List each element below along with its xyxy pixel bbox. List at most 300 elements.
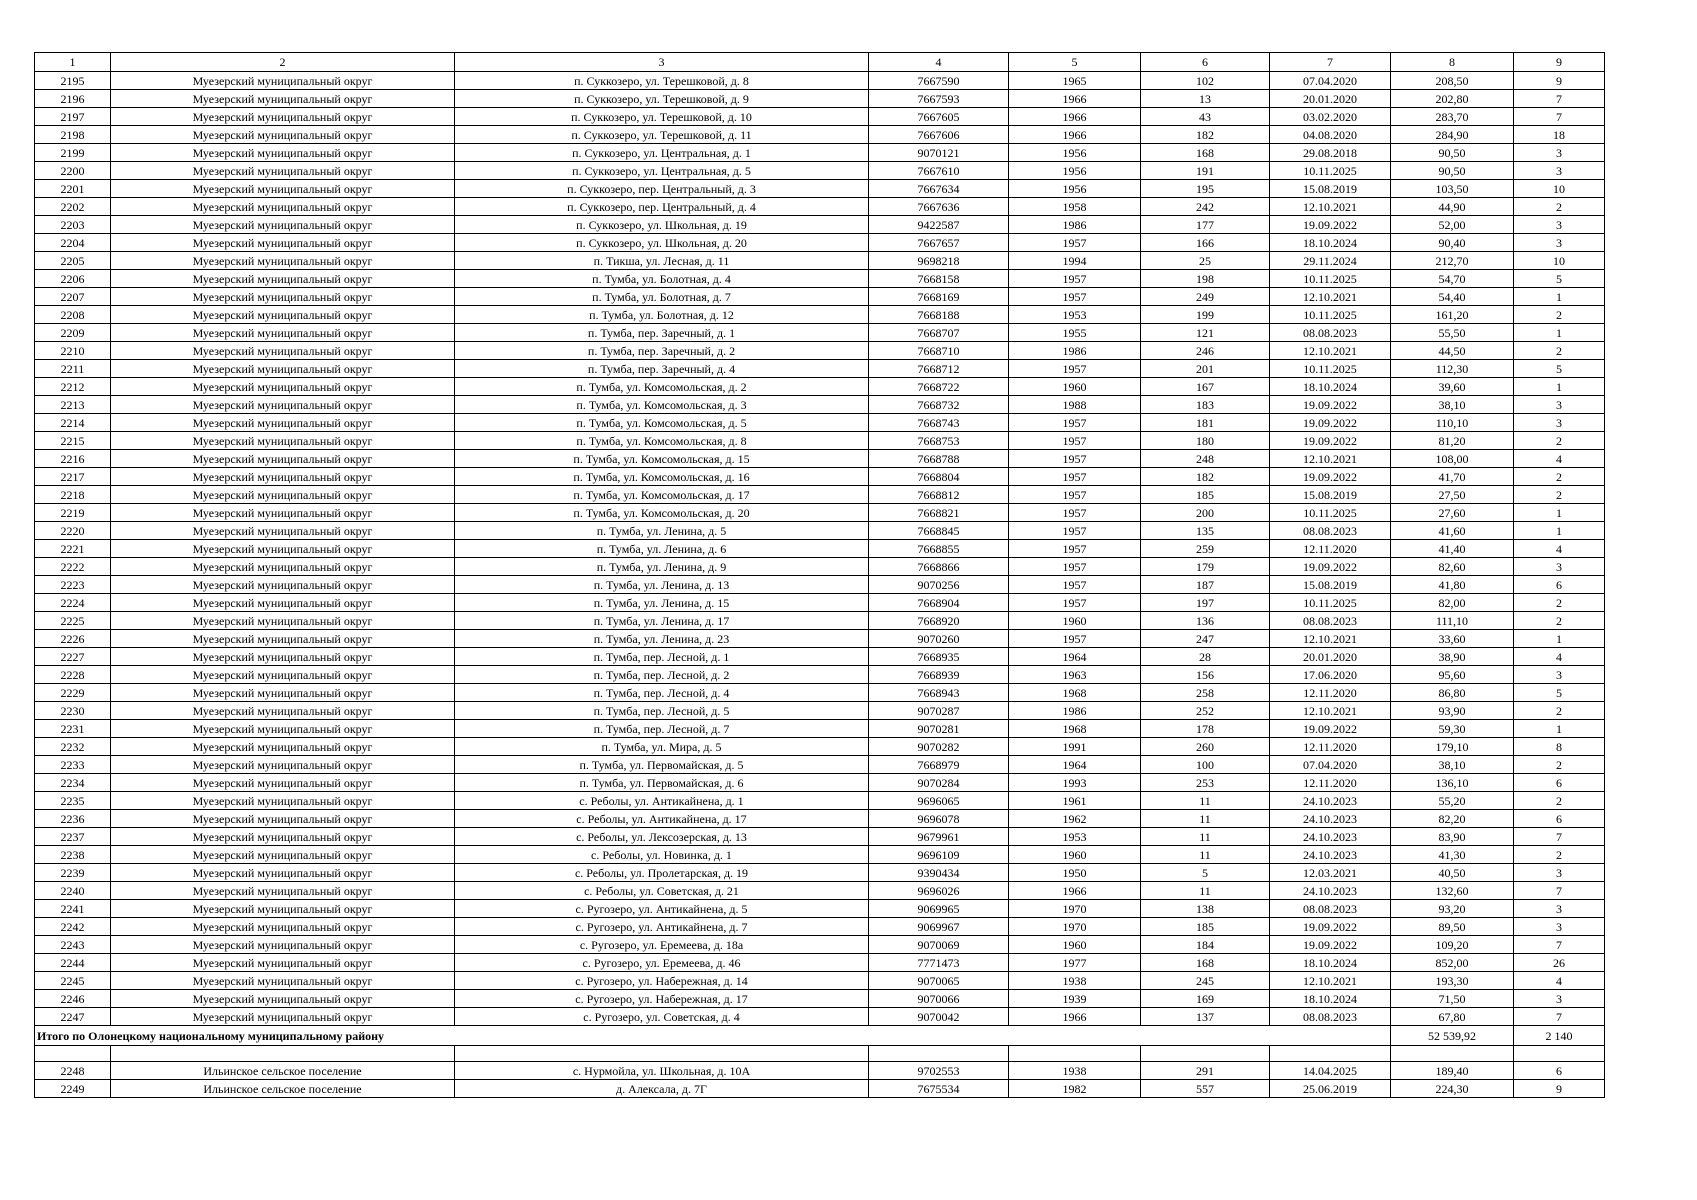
area-cell: 86,80 [1391, 684, 1514, 702]
object-id-cell: 9070121 [869, 144, 1009, 162]
quantity-cell: 2 [1514, 594, 1605, 612]
row-number-cell: 2221 [35, 540, 111, 558]
date-cell: 29.11.2024 [1270, 252, 1391, 270]
address-cell: п. Тумба, пер. Лесной, д. 1 [455, 648, 869, 666]
row-number-cell: 2227 [35, 648, 111, 666]
row-number-cell: 2249 [35, 1080, 111, 1098]
object-id-cell: 9698218 [869, 252, 1009, 270]
row-number-cell: 2239 [35, 864, 111, 882]
address-cell: п. Суккозеро, ул. Центральная, д. 1 [455, 144, 869, 162]
row-number-cell: 2222 [35, 558, 111, 576]
address-cell: п. Тумба, ул. Комсомольская, д. 17 [455, 486, 869, 504]
object-id-cell: 7668804 [869, 468, 1009, 486]
area-cell: 41,70 [1391, 468, 1514, 486]
date-cell: 24.10.2023 [1270, 792, 1391, 810]
quantity-cell: 2 [1514, 486, 1605, 504]
municipality-cell: Муезерский муниципальный округ [111, 288, 455, 306]
table-row [35, 432, 1605, 450]
object-id-cell: 9696109 [869, 846, 1009, 864]
count-cell: 187 [1141, 576, 1270, 594]
table-row [35, 972, 1605, 990]
area-cell: 41,30 [1391, 846, 1514, 864]
quantity-cell: 4 [1514, 540, 1605, 558]
empty-cell [869, 1046, 1009, 1062]
count-cell: 557 [1141, 1080, 1270, 1098]
municipality-cell: Муезерский муниципальный округ [111, 738, 455, 756]
object-id-cell: 9390434 [869, 864, 1009, 882]
register-table [34, 52, 1605, 1098]
count-cell: 178 [1141, 720, 1270, 738]
quantity-cell: 5 [1514, 360, 1605, 378]
area-cell: 283,70 [1391, 108, 1514, 126]
table-row [35, 360, 1605, 378]
row-number-cell: 2226 [35, 630, 111, 648]
municipality-cell: Муезерский муниципальный округ [111, 684, 455, 702]
column-number: 2 [111, 53, 455, 72]
municipality-cell: Муезерский муниципальный округ [111, 756, 455, 774]
area-cell: 90,50 [1391, 144, 1514, 162]
quantity-cell: 3 [1514, 990, 1605, 1008]
quantity-cell: 3 [1514, 864, 1605, 882]
year-built-cell: 1957 [1009, 594, 1141, 612]
row-number-cell: 2229 [35, 684, 111, 702]
object-id-cell: 7668710 [869, 342, 1009, 360]
area-cell: 41,60 [1391, 522, 1514, 540]
table-row [35, 792, 1605, 810]
area-cell: 103,50 [1391, 180, 1514, 198]
area-cell: 112,30 [1391, 360, 1514, 378]
year-built-cell: 1957 [1009, 540, 1141, 558]
quantity-cell: 8 [1514, 738, 1605, 756]
date-cell: 18.10.2024 [1270, 990, 1391, 1008]
count-cell: 248 [1141, 450, 1270, 468]
quantity-cell: 7 [1514, 1008, 1605, 1026]
address-cell: п. Тумба, ул. Комсомольская, д. 8 [455, 432, 869, 450]
row-number-cell: 2197 [35, 108, 111, 126]
area-cell: 108,00 [1391, 450, 1514, 468]
table-row [35, 936, 1605, 954]
quantity-cell: 2 [1514, 342, 1605, 360]
quantity-cell: 1 [1514, 522, 1605, 540]
object-id-cell: 9702553 [869, 1062, 1009, 1080]
table-row [35, 918, 1605, 936]
count-cell: 121 [1141, 324, 1270, 342]
date-cell: 12.10.2021 [1270, 972, 1391, 990]
quantity-cell: 10 [1514, 180, 1605, 198]
date-cell: 20.01.2020 [1270, 648, 1391, 666]
municipality-cell: Муезерский муниципальный округ [111, 936, 455, 954]
year-built-cell: 1957 [1009, 360, 1141, 378]
area-cell: 93,90 [1391, 702, 1514, 720]
object-id-cell: 7667605 [869, 108, 1009, 126]
row-number-cell: 2202 [35, 198, 111, 216]
address-cell: п. Тумба, ул. Ленина, д. 15 [455, 594, 869, 612]
count-cell: 13 [1141, 90, 1270, 108]
address-cell: с. Ругозеро, ул. Советская, д. 4 [455, 1008, 869, 1026]
date-cell: 18.10.2024 [1270, 954, 1391, 972]
address-cell: с. Реболы, ул. Антикайнена, д. 17 [455, 810, 869, 828]
count-cell: 247 [1141, 630, 1270, 648]
area-cell: 54,40 [1391, 288, 1514, 306]
quantity-cell: 1 [1514, 630, 1605, 648]
object-id-cell: 7668732 [869, 396, 1009, 414]
quantity-cell: 5 [1514, 684, 1605, 702]
municipality-cell: Муезерский муниципальный округ [111, 990, 455, 1008]
count-cell: 185 [1141, 918, 1270, 936]
table-row [35, 306, 1605, 324]
object-id-cell: 7668920 [869, 612, 1009, 630]
address-cell: п. Тумба, пер. Заречный, д. 4 [455, 360, 869, 378]
year-built-cell: 1966 [1009, 126, 1141, 144]
table-row [35, 648, 1605, 666]
row-number-cell: 2243 [35, 936, 111, 954]
year-built-cell: 1965 [1009, 72, 1141, 90]
area-cell: 55,50 [1391, 324, 1514, 342]
municipality-cell: Муезерский муниципальный округ [111, 234, 455, 252]
address-cell: п. Тумба, ул. Ленина, д. 6 [455, 540, 869, 558]
area-cell: 110,10 [1391, 414, 1514, 432]
year-built-cell: 1966 [1009, 882, 1141, 900]
empty-cell [455, 1046, 869, 1062]
area-cell: 41,40 [1391, 540, 1514, 558]
object-id-cell: 7668943 [869, 684, 1009, 702]
date-cell: 17.06.2020 [1270, 666, 1391, 684]
quantity-cell: 1 [1514, 504, 1605, 522]
quantity-cell: 2 [1514, 432, 1605, 450]
area-cell: 27,60 [1391, 504, 1514, 522]
count-cell: 246 [1141, 342, 1270, 360]
object-id-cell: 7667590 [869, 72, 1009, 90]
year-built-cell: 1938 [1009, 1062, 1141, 1080]
count-cell: 168 [1141, 954, 1270, 972]
date-cell: 24.10.2023 [1270, 882, 1391, 900]
table-row [35, 90, 1605, 108]
area-cell: 38,10 [1391, 396, 1514, 414]
table-row [35, 720, 1605, 738]
date-cell: 04.08.2020 [1270, 126, 1391, 144]
year-built-cell: 1955 [1009, 324, 1141, 342]
row-number-cell: 2225 [35, 612, 111, 630]
municipality-cell: Муезерский муниципальный округ [111, 414, 455, 432]
date-cell: 12.11.2020 [1270, 540, 1391, 558]
table-row [35, 666, 1605, 684]
count-cell: 260 [1141, 738, 1270, 756]
object-id-cell: 7668712 [869, 360, 1009, 378]
column-number: 5 [1009, 53, 1141, 72]
count-cell: 136 [1141, 612, 1270, 630]
quantity-cell: 4 [1514, 972, 1605, 990]
year-built-cell: 1986 [1009, 342, 1141, 360]
year-built-cell: 1994 [1009, 252, 1141, 270]
area-cell: 95,60 [1391, 666, 1514, 684]
municipality-cell: Муезерский муниципальный округ [111, 540, 455, 558]
year-built-cell: 1961 [1009, 792, 1141, 810]
year-built-cell: 1957 [1009, 522, 1141, 540]
date-cell: 24.10.2023 [1270, 846, 1391, 864]
empty-cell [1391, 1046, 1514, 1062]
date-cell: 15.08.2019 [1270, 576, 1391, 594]
year-built-cell: 1956 [1009, 162, 1141, 180]
quantity-cell: 3 [1514, 558, 1605, 576]
table-row [35, 702, 1605, 720]
quantity-cell: 2 [1514, 756, 1605, 774]
year-built-cell: 1964 [1009, 756, 1141, 774]
area-cell: 40,50 [1391, 864, 1514, 882]
quantity-cell: 3 [1514, 144, 1605, 162]
count-cell: 28 [1141, 648, 1270, 666]
object-id-cell: 7668753 [869, 432, 1009, 450]
row-number-cell: 2223 [35, 576, 111, 594]
object-id-cell: 7668188 [869, 306, 1009, 324]
date-cell: 10.11.2025 [1270, 162, 1391, 180]
table-row [35, 324, 1605, 342]
row-number-cell: 2198 [35, 126, 111, 144]
table-row [35, 342, 1605, 360]
row-number-cell: 2246 [35, 990, 111, 1008]
address-cell: с. Реболы, ул. Лексозерская, д. 13 [455, 828, 869, 846]
date-cell: 15.08.2019 [1270, 180, 1391, 198]
object-id-cell: 7668939 [869, 666, 1009, 684]
quantity-cell: 6 [1514, 1062, 1605, 1080]
row-number-cell: 2240 [35, 882, 111, 900]
object-id-cell: 7771473 [869, 954, 1009, 972]
quantity-cell: 3 [1514, 162, 1605, 180]
quantity-cell: 9 [1514, 72, 1605, 90]
municipality-cell: Муезерский муниципальный округ [111, 90, 455, 108]
quantity-cell: 6 [1514, 810, 1605, 828]
object-id-cell: 7667606 [869, 126, 1009, 144]
object-id-cell: 9422587 [869, 216, 1009, 234]
table-body [35, 53, 1605, 1098]
area-cell: 83,90 [1391, 828, 1514, 846]
table-row [35, 144, 1605, 162]
address-cell: п. Суккозеро, ул. Центральная, д. 5 [455, 162, 869, 180]
year-built-cell: 1957 [1009, 486, 1141, 504]
municipality-cell: Муезерский муниципальный округ [111, 180, 455, 198]
year-built-cell: 1968 [1009, 720, 1141, 738]
address-cell: с. Реболы, ул. Новинка, д. 1 [455, 846, 869, 864]
date-cell: 12.11.2020 [1270, 684, 1391, 702]
address-cell: с. Ругозеро, ул. Набережная, д. 17 [455, 990, 869, 1008]
municipality-cell: Муезерский муниципальный округ [111, 270, 455, 288]
year-built-cell: 1957 [1009, 270, 1141, 288]
quantity-cell: 5 [1514, 270, 1605, 288]
quantity-cell: 2 [1514, 198, 1605, 216]
address-cell: с. Реболы, ул. Пролетарская, д. 19 [455, 864, 869, 882]
quantity-cell: 3 [1514, 396, 1605, 414]
row-number-cell: 2220 [35, 522, 111, 540]
address-cell: п. Тумба, ул. Комсомольская, д. 16 [455, 468, 869, 486]
table-row [35, 594, 1605, 612]
date-cell: 19.09.2022 [1270, 468, 1391, 486]
count-cell: 11 [1141, 810, 1270, 828]
date-cell: 19.09.2022 [1270, 414, 1391, 432]
date-cell: 10.11.2025 [1270, 360, 1391, 378]
area-cell: 111,10 [1391, 612, 1514, 630]
municipality-cell: Муезерский муниципальный округ [111, 828, 455, 846]
count-cell: 184 [1141, 936, 1270, 954]
object-id-cell: 7667610 [869, 162, 1009, 180]
municipality-cell: Муезерский муниципальный округ [111, 108, 455, 126]
object-id-cell: 7675534 [869, 1080, 1009, 1098]
address-cell: п. Тумба, ул. Болотная, д. 12 [455, 306, 869, 324]
empty-cell [1009, 1046, 1141, 1062]
address-cell: п. Тумба, пер. Лесной, д. 4 [455, 684, 869, 702]
year-built-cell: 1939 [1009, 990, 1141, 1008]
year-built-cell: 1993 [1009, 774, 1141, 792]
count-cell: 249 [1141, 288, 1270, 306]
row-number-cell: 2208 [35, 306, 111, 324]
count-cell: 169 [1141, 990, 1270, 1008]
address-cell: п. Тумба, ул. Болотная, д. 4 [455, 270, 869, 288]
municipality-cell: Муезерский муниципальный округ [111, 432, 455, 450]
table-row [35, 198, 1605, 216]
row-number-cell: 2205 [35, 252, 111, 270]
quantity-cell: 2 [1514, 792, 1605, 810]
year-built-cell: 1988 [1009, 396, 1141, 414]
row-number-cell: 2216 [35, 450, 111, 468]
area-cell: 132,60 [1391, 882, 1514, 900]
year-built-cell: 1957 [1009, 576, 1141, 594]
date-cell: 10.11.2025 [1270, 504, 1391, 522]
row-number-cell: 2232 [35, 738, 111, 756]
table-row [35, 450, 1605, 468]
table-row [35, 558, 1605, 576]
area-cell: 90,40 [1391, 234, 1514, 252]
column-number: 4 [869, 53, 1009, 72]
area-cell: 136,10 [1391, 774, 1514, 792]
municipality-cell: Муезерский муниципальный округ [111, 198, 455, 216]
municipality-cell: Муезерский муниципальный округ [111, 360, 455, 378]
quantity-cell: 7 [1514, 828, 1605, 846]
object-id-cell: 7668845 [869, 522, 1009, 540]
empty-cell [1514, 1046, 1605, 1062]
address-cell: с. Реболы, ул. Антикайнена, д. 1 [455, 792, 869, 810]
date-cell: 03.02.2020 [1270, 108, 1391, 126]
municipality-cell: Муезерский муниципальный округ [111, 918, 455, 936]
year-built-cell: 1953 [1009, 306, 1141, 324]
municipality-cell: Муезерский муниципальный округ [111, 504, 455, 522]
quantity-cell: 7 [1514, 108, 1605, 126]
row-number-cell: 2203 [35, 216, 111, 234]
date-cell: 12.10.2021 [1270, 702, 1391, 720]
municipality-cell: Муезерский муниципальный округ [111, 522, 455, 540]
year-built-cell: 1982 [1009, 1080, 1141, 1098]
object-id-cell: 7668935 [869, 648, 1009, 666]
year-built-cell: 1977 [1009, 954, 1141, 972]
object-id-cell: 7668855 [869, 540, 1009, 558]
municipality-cell: Муезерский муниципальный округ [111, 954, 455, 972]
year-built-cell: 1960 [1009, 846, 1141, 864]
table-row [35, 864, 1605, 882]
municipality-cell: Муезерский муниципальный округ [111, 792, 455, 810]
row-number-cell: 2244 [35, 954, 111, 972]
address-cell: п. Тумба, ул. Первомайская, д. 6 [455, 774, 869, 792]
date-cell: 12.11.2020 [1270, 774, 1391, 792]
year-built-cell: 1956 [1009, 180, 1141, 198]
table-row [35, 810, 1605, 828]
table-row [35, 108, 1605, 126]
year-built-cell: 1956 [1009, 144, 1141, 162]
row-number-cell: 2195 [35, 72, 111, 90]
area-cell: 189,40 [1391, 1062, 1514, 1080]
area-cell: 41,80 [1391, 576, 1514, 594]
address-cell: п. Суккозеро, ул. Школьная, д. 19 [455, 216, 869, 234]
date-cell: 08.08.2023 [1270, 1008, 1391, 1026]
object-id-cell: 9070065 [869, 972, 1009, 990]
row-number-cell: 2237 [35, 828, 111, 846]
object-id-cell: 9070287 [869, 702, 1009, 720]
quantity-cell: 4 [1514, 450, 1605, 468]
table-row [35, 612, 1605, 630]
date-cell: 10.11.2025 [1270, 306, 1391, 324]
table-row [35, 378, 1605, 396]
object-id-cell: 7668866 [869, 558, 1009, 576]
row-number-cell: 2213 [35, 396, 111, 414]
quantity-cell: 2 [1514, 468, 1605, 486]
area-cell: 67,80 [1391, 1008, 1514, 1026]
year-built-cell: 1957 [1009, 432, 1141, 450]
year-built-cell: 1960 [1009, 378, 1141, 396]
count-cell: 198 [1141, 270, 1270, 288]
quantity-cell: 3 [1514, 234, 1605, 252]
row-number-cell: 2204 [35, 234, 111, 252]
area-cell: 89,50 [1391, 918, 1514, 936]
quantity-cell: 9 [1514, 1080, 1605, 1098]
address-cell: п. Суккозеро, ул. Терешковой, д. 10 [455, 108, 869, 126]
object-id-cell: 9070069 [869, 936, 1009, 954]
address-cell: с. Нурмойла, ул. Школьная, д. 10А [455, 1062, 869, 1080]
table-row [35, 900, 1605, 918]
area-cell: 193,30 [1391, 972, 1514, 990]
count-cell: 185 [1141, 486, 1270, 504]
area-cell: 161,20 [1391, 306, 1514, 324]
table-row [35, 576, 1605, 594]
year-built-cell: 1960 [1009, 612, 1141, 630]
object-id-cell: 9070260 [869, 630, 1009, 648]
address-cell: п. Тумба, ул. Комсомольская, д. 20 [455, 504, 869, 522]
quantity-cell: 3 [1514, 666, 1605, 684]
municipality-cell: Муезерский муниципальный округ [111, 306, 455, 324]
address-cell: с. Ругозеро, ул. Набережная, д. 14 [455, 972, 869, 990]
municipality-cell: Муезерский муниципальный округ [111, 468, 455, 486]
column-number: 9 [1514, 53, 1605, 72]
area-cell: 44,50 [1391, 342, 1514, 360]
date-cell: 25.06.2019 [1270, 1080, 1391, 1098]
date-cell: 12.10.2021 [1270, 198, 1391, 216]
municipality-cell: Муезерский муниципальный округ [111, 900, 455, 918]
year-built-cell: 1950 [1009, 864, 1141, 882]
count-cell: 166 [1141, 234, 1270, 252]
municipality-cell: Муезерский муниципальный округ [111, 450, 455, 468]
date-cell: 12.10.2021 [1270, 450, 1391, 468]
row-number-cell: 2228 [35, 666, 111, 684]
quantity-cell: 2 [1514, 612, 1605, 630]
table-row [35, 1008, 1605, 1026]
year-built-cell: 1938 [1009, 972, 1141, 990]
year-built-cell: 1966 [1009, 90, 1141, 108]
table-row [35, 414, 1605, 432]
date-cell: 08.08.2023 [1270, 612, 1391, 630]
area-cell: 55,20 [1391, 792, 1514, 810]
year-built-cell: 1986 [1009, 702, 1141, 720]
area-cell: 81,20 [1391, 432, 1514, 450]
empty-cell [1141, 1046, 1270, 1062]
table-row [35, 1062, 1605, 1080]
row-number-cell: 2219 [35, 504, 111, 522]
area-cell: 224,30 [1391, 1080, 1514, 1098]
address-cell: п. Суккозеро, ул. Школьная, д. 20 [455, 234, 869, 252]
